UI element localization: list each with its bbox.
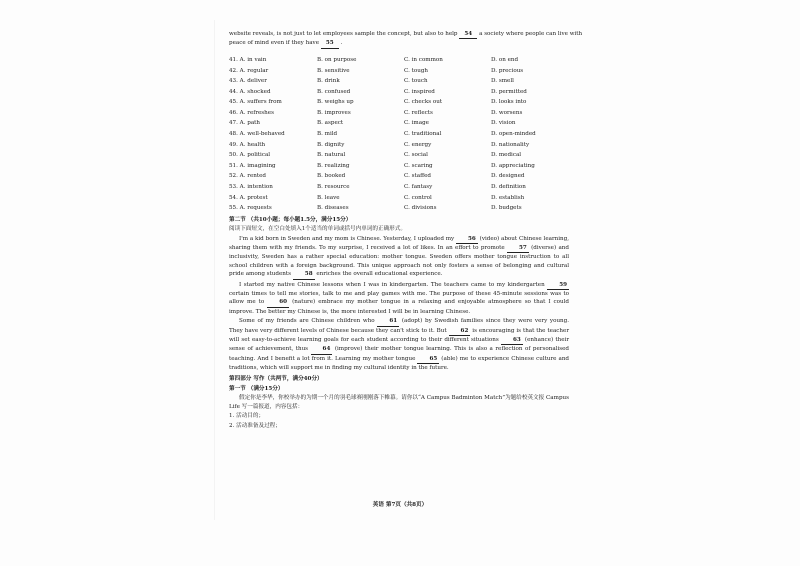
- option-a: 52. A. rented: [229, 173, 266, 180]
- option-c: C. reflects: [404, 109, 433, 116]
- text-span: a society where people can live with: [479, 31, 583, 37]
- part4-heading: 第四部分 写作（共两节，满分40分）: [229, 375, 323, 382]
- text-span: (video) about Chinese learning, sharing them with my friends. To my surprise, I received a lot of likes. In an effort to promote: [229, 235, 569, 251]
- option-row: [229, 97, 569, 108]
- option-c: C. staffed: [404, 173, 431, 180]
- section2-heading: 第二节 （共10小题；每小题1.5分，满分15分）: [229, 216, 352, 223]
- option-c: C. traditional: [404, 131, 442, 138]
- option-a: 48. A. well-behaved: [229, 131, 285, 138]
- text-span: (diverse) and inclusivity, Sweden has a rather special education: mother tongue. Sweden offers mother tongue instruction to all school children with a foreign background. This unique approach not only fosters a sense of belonging and cultural pride among students: [229, 244, 569, 278]
- option-d: D. precious: [491, 67, 524, 74]
- text-span: certain times to tell me stories, talk to me and play games with me. The purpose of these 45-minute sessions was to allow me to: [229, 290, 569, 306]
- option-row: [229, 65, 569, 76]
- option-a: 47. A. path: [229, 120, 261, 127]
- option-c: C. tough: [404, 67, 429, 74]
- text-span: I'm a kid born in Sweden and my mom is Chinese. Yesterday, I uploaded my: [239, 235, 455, 242]
- blank-62: 62: [449, 327, 471, 336]
- option-d: D. looks into: [491, 99, 527, 106]
- writing-item-1: 1. 活动目的；: [229, 413, 265, 420]
- option-c: C. control: [404, 194, 432, 201]
- option-a: 43. A. deliver: [229, 78, 267, 85]
- option-row: [229, 150, 569, 161]
- option-c: C. inspired: [404, 88, 435, 95]
- text-span: (improve) their mother tongue learning. This is also a reflection of personalised teaching. And I benefit a lot from it. Learning my mother tongue: [229, 346, 570, 362]
- option-b: B. on purpose: [317, 56, 357, 63]
- blank-60: 60: [267, 298, 289, 307]
- option-b: B. dignity: [317, 141, 345, 148]
- option-c: C. checks out: [404, 99, 443, 106]
- option-d: D. definition: [491, 184, 526, 191]
- option-row: [229, 171, 569, 182]
- paragraph-2: [229, 281, 569, 317]
- option-b: B. resource: [317, 184, 350, 191]
- option-d: D. vision: [491, 120, 516, 127]
- option-d: D. open-minded: [491, 131, 536, 138]
- option-c: C. energy: [404, 141, 432, 148]
- option-a: 51. A. imagining: [229, 162, 276, 169]
- option-d: D. appreciating: [491, 162, 535, 169]
- option-c: C. fantasy: [404, 184, 433, 191]
- option-d: D. establish: [491, 194, 525, 201]
- blank-54: 54: [459, 30, 477, 39]
- blank-57: 57: [507, 244, 529, 253]
- page-shadow: [214, 20, 215, 520]
- blank-55: 55: [321, 39, 339, 48]
- option-a: 42. A. regular: [229, 67, 269, 74]
- option-d: D. medical: [491, 152, 522, 159]
- option-b: B. booked: [317, 173, 346, 180]
- option-row: [229, 140, 569, 151]
- passage-line-1: [229, 30, 583, 39]
- blank-59: 59: [547, 281, 569, 290]
- option-row: [229, 87, 569, 98]
- option-row: [229, 182, 569, 193]
- text-span: peace of mind even if they have: [229, 40, 320, 47]
- option-a: 55. A. requests: [229, 205, 272, 212]
- page-footer: 英语 第7页（共8页）: [372, 502, 428, 508]
- text-span: I started my native Chinese lessons when I was in kindergarten. The teachers came to my kindergarten: [239, 281, 545, 288]
- option-a: 50. A. political: [229, 152, 271, 159]
- option-d: D. permitted: [491, 88, 527, 95]
- paragraph-1: [229, 235, 569, 280]
- option-row: [229, 76, 569, 87]
- option-c: C. image: [404, 120, 429, 127]
- options-table: [229, 55, 569, 214]
- blank-63: 63: [501, 336, 523, 345]
- text-span: website reveals, is not just to let employees sample the concept, but also to help: [229, 31, 458, 37]
- option-b: B. weighs up: [317, 99, 354, 106]
- option-row: [229, 203, 569, 214]
- option-row: [229, 118, 569, 129]
- option-d: D. designed: [491, 173, 525, 180]
- blank-61: 61: [377, 317, 399, 326]
- option-row: [229, 193, 569, 204]
- option-d: D. smell: [491, 78, 514, 85]
- option-d: D. budgets: [491, 205, 522, 212]
- option-a: 53. A. intention: [229, 184, 273, 191]
- option-d: D. worsens: [491, 109, 523, 116]
- option-row: [229, 129, 569, 140]
- blank-56: 56: [456, 235, 478, 244]
- option-a: 49. A. health: [229, 141, 266, 148]
- option-b: B. realizing: [317, 162, 350, 169]
- option-d: D. nationality: [491, 141, 530, 148]
- option-c: C. social: [404, 152, 428, 159]
- option-a: 54. A. protest: [229, 194, 268, 201]
- option-b: B. confused: [317, 88, 351, 95]
- text-span: is encouraging is that the teacher will set easy-to-achieve learning goals for each student according to their different situations: [229, 327, 570, 343]
- blank-65: 65: [417, 355, 439, 364]
- text-span: Some of my friends are Chinese children who: [239, 318, 375, 325]
- option-b: B. drink: [317, 78, 340, 85]
- option-a: 44. A. shocked: [229, 88, 271, 95]
- passage-line-2: [229, 39, 569, 48]
- option-b: B. improves: [317, 109, 351, 116]
- part4-section1-heading: 第一节 （满分15分）: [229, 386, 284, 393]
- text-span: (nature) embrace my mother tongue in a relaxing and enjoyable atmosphere so that I could improve. The better my Chinese is, the more interested I will be in learning Chinese.: [229, 299, 570, 315]
- option-b: B. sensitive: [317, 67, 350, 74]
- option-a: 45. A. suffers from: [229, 99, 282, 106]
- option-a: 46. A. refreshes: [229, 109, 274, 116]
- option-c: C. in common: [404, 56, 443, 63]
- option-b: B. natural: [317, 152, 346, 159]
- option-row: [229, 161, 569, 172]
- option-c: C. scaring: [404, 162, 433, 169]
- option-row: [229, 55, 569, 66]
- option-c: C. divisions: [404, 205, 437, 212]
- text-span: (enhance) their sense of achievement, thus: [229, 337, 569, 353]
- text-span: (adopt) by Swedish families since they were very young. They have very different levels of Chinese because they can't stick to it. But: [229, 318, 570, 334]
- text-span: enriches the overall educational experience.: [316, 271, 443, 278]
- option-row: [229, 108, 569, 119]
- paragraph-3: [229, 317, 569, 372]
- blank-64: 64: [311, 345, 333, 354]
- option-c: C. touch: [404, 78, 428, 85]
- writing-item-2: 2. 活动准备及过程；: [229, 422, 281, 429]
- option-d: D. on end: [491, 56, 519, 63]
- text-span: (able) me to experience Chinese culture and traditions, which will support me in finding my cultural identity in the future.: [229, 355, 570, 372]
- section2-instruction: 阅读下面短文，在空白处填入1个适当的单词或括号内单词的正确形式。: [229, 226, 406, 233]
- page-content: [229, 30, 583, 430]
- writing-task: 假定你是李华，你校举办的为期一个月的羽毛球赛刚刚落下帷幕。请你以“A Campus Badminton Match”为题给校英文报 Campus Life 写一篇报道，内容包括：: [229, 395, 569, 410]
- option-a: 41. A. in vain: [229, 56, 267, 63]
- text-span: .: [340, 40, 343, 47]
- option-b: B. leave: [317, 194, 340, 201]
- option-b: B. diseases: [317, 205, 349, 212]
- blank-58: 58: [293, 270, 315, 279]
- option-b: B. mild: [317, 131, 338, 138]
- option-b: B. aspect: [317, 120, 344, 127]
